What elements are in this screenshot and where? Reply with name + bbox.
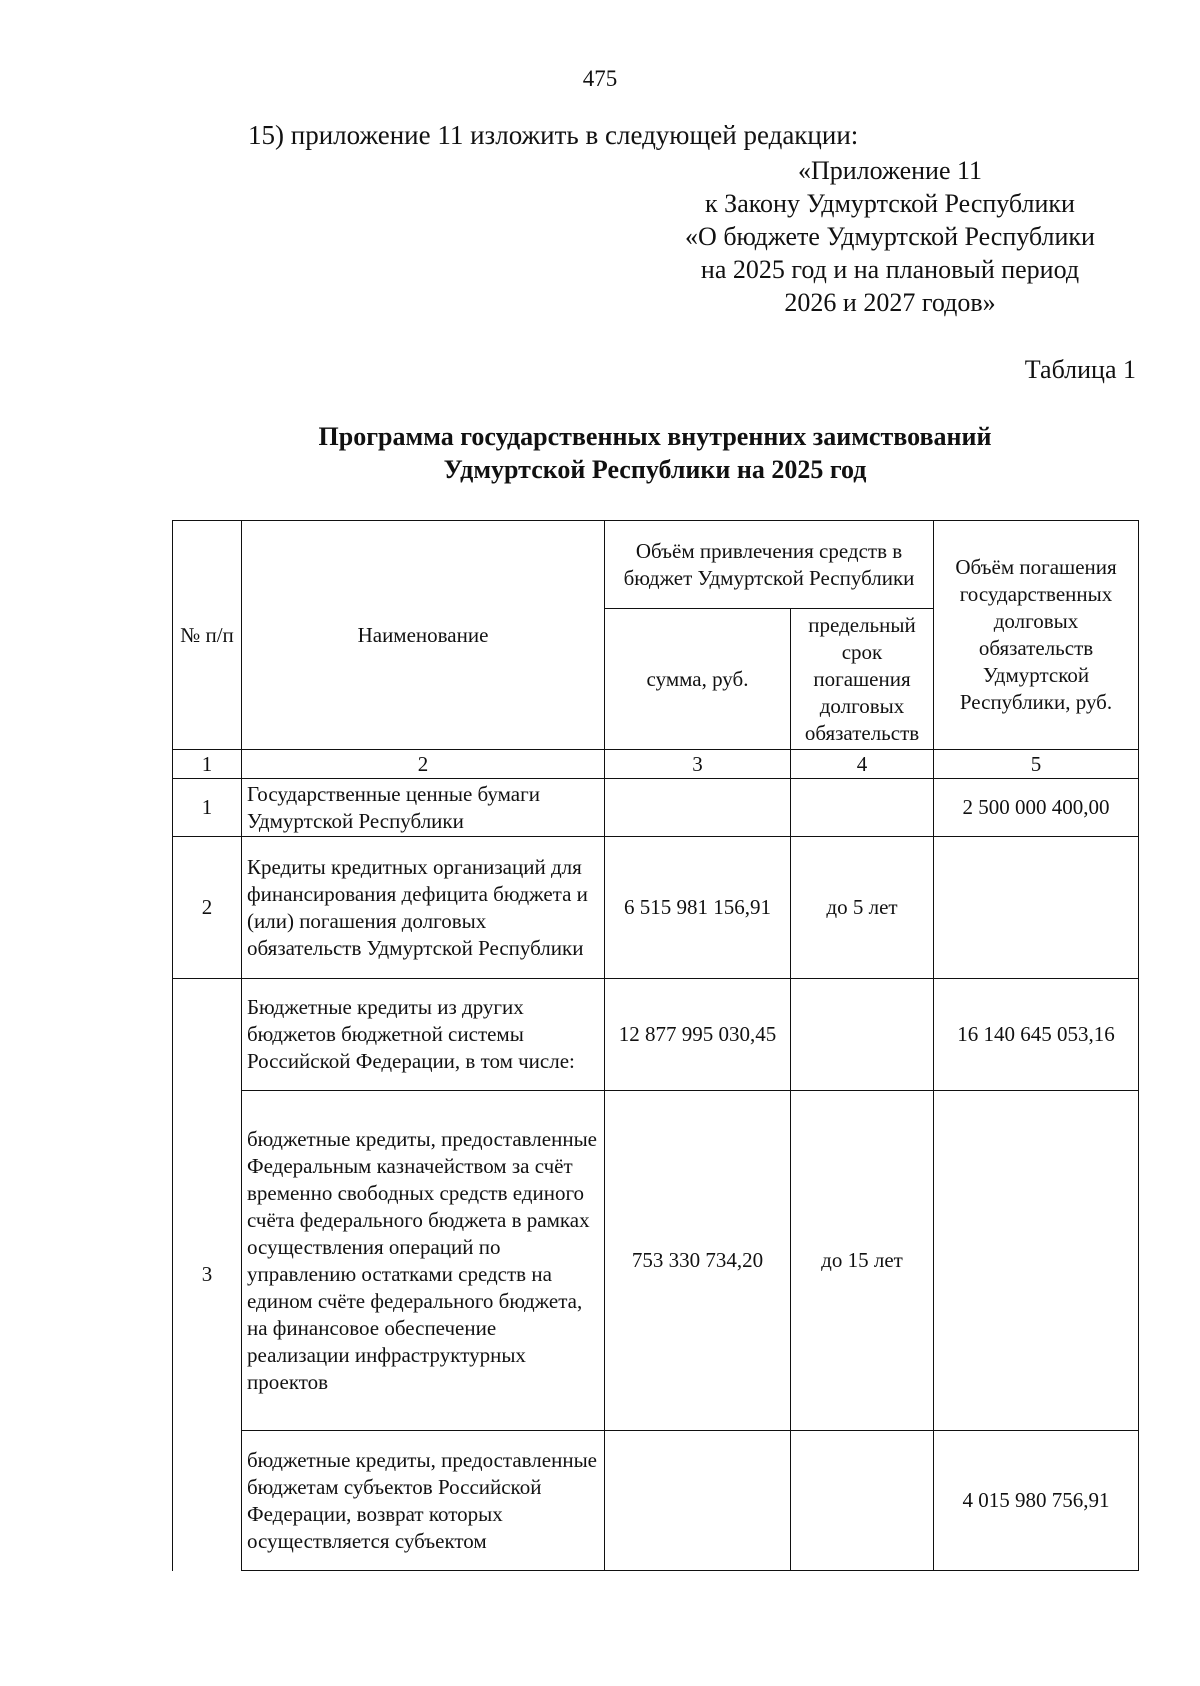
annex-line: к Закону Удмуртской Республики <box>705 189 1075 218</box>
row-no: 1 <box>173 779 242 837</box>
row-repay <box>934 837 1139 979</box>
row-sum <box>605 1431 791 1571</box>
annex-line: «О бюджете Удмуртской Республики <box>685 222 1095 251</box>
row-no: 3 <box>173 979 242 1571</box>
row-no: 2 <box>173 837 242 979</box>
annex-line: на 2025 год и на плановый период <box>700 255 1080 284</box>
column-numbers-row <box>173 750 1139 779</box>
table-row <box>173 1431 1139 1571</box>
table-row <box>173 837 1139 979</box>
row-name: бюджетные кредиты, предоставленные бюджетам субъектов Российской Федерации, возврат которых осуществляется субъектом <box>242 1431 605 1571</box>
row-term: до 5 лет <box>791 837 934 979</box>
row-repay: 2 500 000 400,00 <box>934 779 1139 837</box>
title-line: Удмуртской Республики на 2025 год <box>443 455 867 484</box>
row-sum <box>605 779 791 837</box>
row-term <box>791 779 934 837</box>
row-sum: 753 330 734,20 <box>605 1091 791 1431</box>
row-repay <box>934 1091 1139 1431</box>
borrowing-table <box>172 520 1139 1571</box>
row-name: Кредиты кредитных организаций для финансирования дефицита бюджета и (или) погашения долговых обязательств Удмуртской Республики <box>242 837 605 979</box>
table-label: Таблица 1 <box>1024 355 1136 384</box>
row-term <box>791 1431 934 1571</box>
column-number: 3 <box>605 750 791 779</box>
table-row <box>173 979 1139 1091</box>
annex-line: «Приложение 11 <box>797 156 983 185</box>
page-number: 475 <box>582 66 618 91</box>
column-number: 5 <box>934 750 1139 779</box>
row-repay: 16 140 645 053,16 <box>934 979 1139 1091</box>
table-row <box>173 1091 1139 1431</box>
header-name: Наименование <box>242 521 605 750</box>
document-title <box>0 420 1200 486</box>
row-sum: 12 877 995 030,45 <box>605 979 791 1091</box>
header-raise-group: Объём привлечения средств в бюджет Удмуртской Республики <box>605 521 934 609</box>
table-row <box>173 779 1139 837</box>
column-number: 2 <box>242 750 605 779</box>
row-sum: 6 515 981 156,91 <box>605 837 791 979</box>
header-term: предельный срок погашения долговых обязательств <box>791 609 934 750</box>
column-number: 1 <box>173 750 242 779</box>
amendment-intro: 15) приложение 11 изложить в следующей редакции: <box>248 120 859 150</box>
row-name: Бюджетные кредиты из других бюджетов бюджетной системы Российской Федерации, в том числе: <box>242 979 605 1091</box>
header-no: № п/п <box>173 521 242 750</box>
row-name: Государственные ценные бумаги Удмуртской Республики <box>242 779 605 837</box>
annex-line: 2026 и 2027 годов» <box>784 288 996 317</box>
header-repay: Объём погашения государственных долговых обязательств Удмуртской Республики, руб. <box>934 521 1139 750</box>
header-sum: сумма, руб. <box>605 609 791 750</box>
row-repay: 4 015 980 756,91 <box>934 1431 1139 1571</box>
title-line: Программа государственных внутренних заимствований <box>318 422 992 451</box>
annex-reference <box>640 154 1140 319</box>
row-term: до 15 лет <box>791 1091 934 1431</box>
row-name: бюджетные кредиты, предоставленные Федеральным казначейством за счёт временно свободных средств единого счёта федерального бюджета в рамках осуществления операций по управлению остатками средств на едином счёте федерального бюджета, на финансовое обеспечение реализации инфраструктурных проектов <box>242 1091 605 1431</box>
column-number: 4 <box>791 750 934 779</box>
row-term <box>791 979 934 1091</box>
